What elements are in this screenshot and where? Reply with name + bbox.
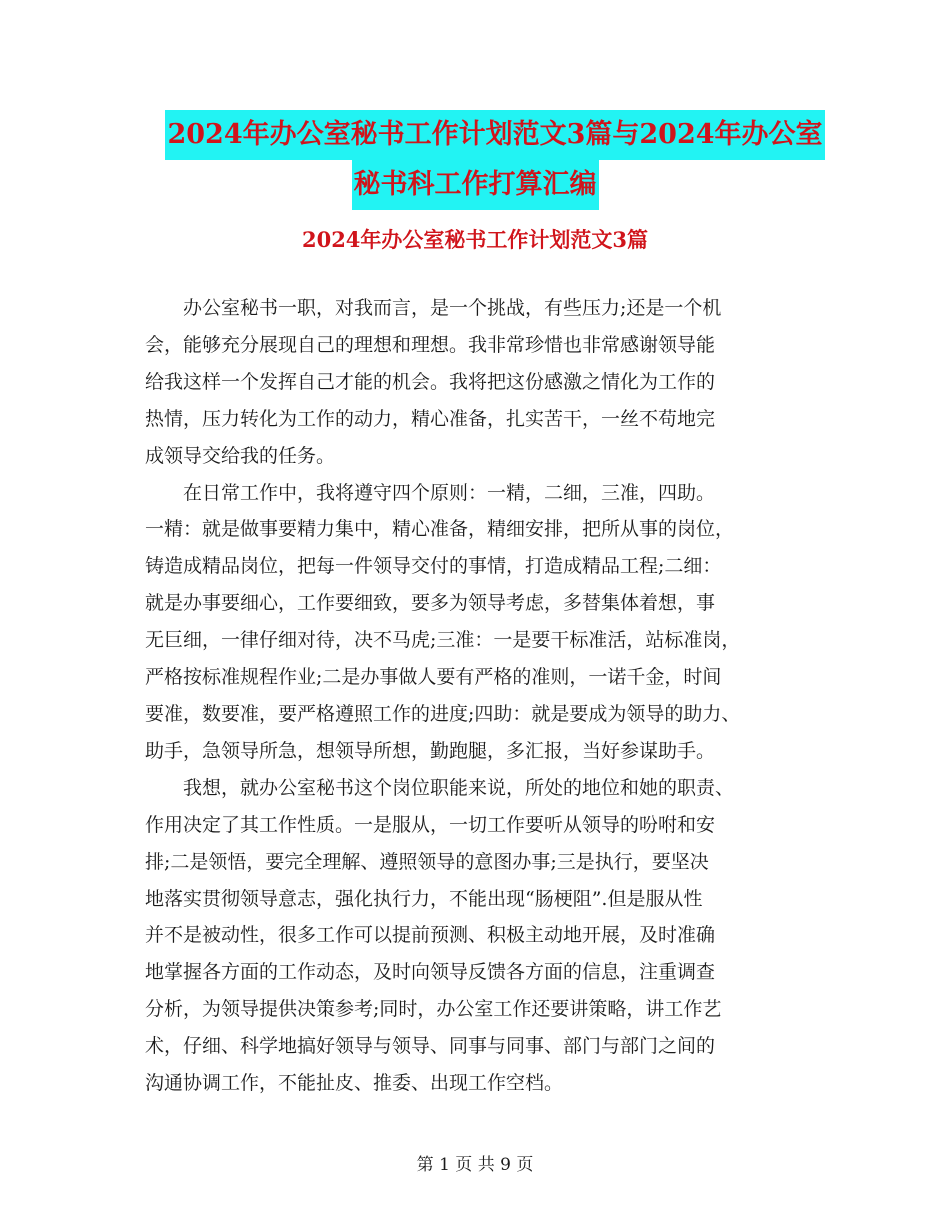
document-title-line-2: 秘书科工作打算汇编 bbox=[352, 160, 599, 210]
page-footer: 第 1 页 共 9 页 bbox=[416, 1155, 534, 1175]
document-title bbox=[0, 110, 950, 210]
paragraph-3: 我想，就办公室秘书这个岗位职能来说，所处的地位和她的职责、 作用决定了其工作性质。一是服从，一切工作要听从领导的吩咐和安 排;二是领悟，要完全理解、遵照领导的意图办事;三是执行，要坚决 地落实贯彻领导意志，强化执行力，不能出现“肠梗阻”.但是服从性 并不是被动性，很多工作可以提前预测、积极主动地开展，及时准确 地掌握各方面的工作动态，及时向领导反馈各方面的信息，注重调查 分析，为领导提供决策参考;同时，办公室工作还要讲策略，讲工作艺 术，仔细、科学地搞好领导与领导、同事与同事、部门与部门之间的 沟通协调工作，不能扯皮、推委、出现工作空档。 bbox=[145, 776, 735, 1095]
paragraph-2: 在日常工作中，我将遵守四个原则：一精，二细，三准，四助。 一精：就是做事要精力集中，精心准备，精细安排，把所从事的岗位， 铸造成精品岗位，把每一件领导交付的事情，打造成精品工程;二细： 就是办事要细心，工作要细致，要多为领导考虑，多替集体着想，事 无巨细，一律仔细对待，决不马虎;三准：一是要干标准活，站标准岗， 严格按标准规程作业;二是办事做人要有严格的准则，一诺千金，时间 要准，数要准，要严格遵照工作的进度;四助：就是要成为领导的助力、 助手，急领导所急，想领导所想，勤跑腿，多汇报，当好参谋助手。 bbox=[145, 481, 741, 762]
document-title-line-1: 2024年办公室秘书工作计划范文3篇与2024年办公室 bbox=[165, 110, 824, 160]
paragraph-1: 办公室秘书一职，对我而言，是一个挑战，有些压力;还是一个机 会，能够充分展现自己的理想和理想。我非常珍惜也非常感谢领导能 给我这样一个发挥自己才能的机会。我将把这份感激之情化为工作的 热情，压力转化为工作的动力，精心准备，扎实苦干，一丝不苟地完 成领导交给我的任务。 bbox=[145, 297, 722, 467]
section-title: 2024年办公室秘书工作计划范文3篇 bbox=[301, 227, 649, 252]
body-text bbox=[145, 290, 810, 1102]
